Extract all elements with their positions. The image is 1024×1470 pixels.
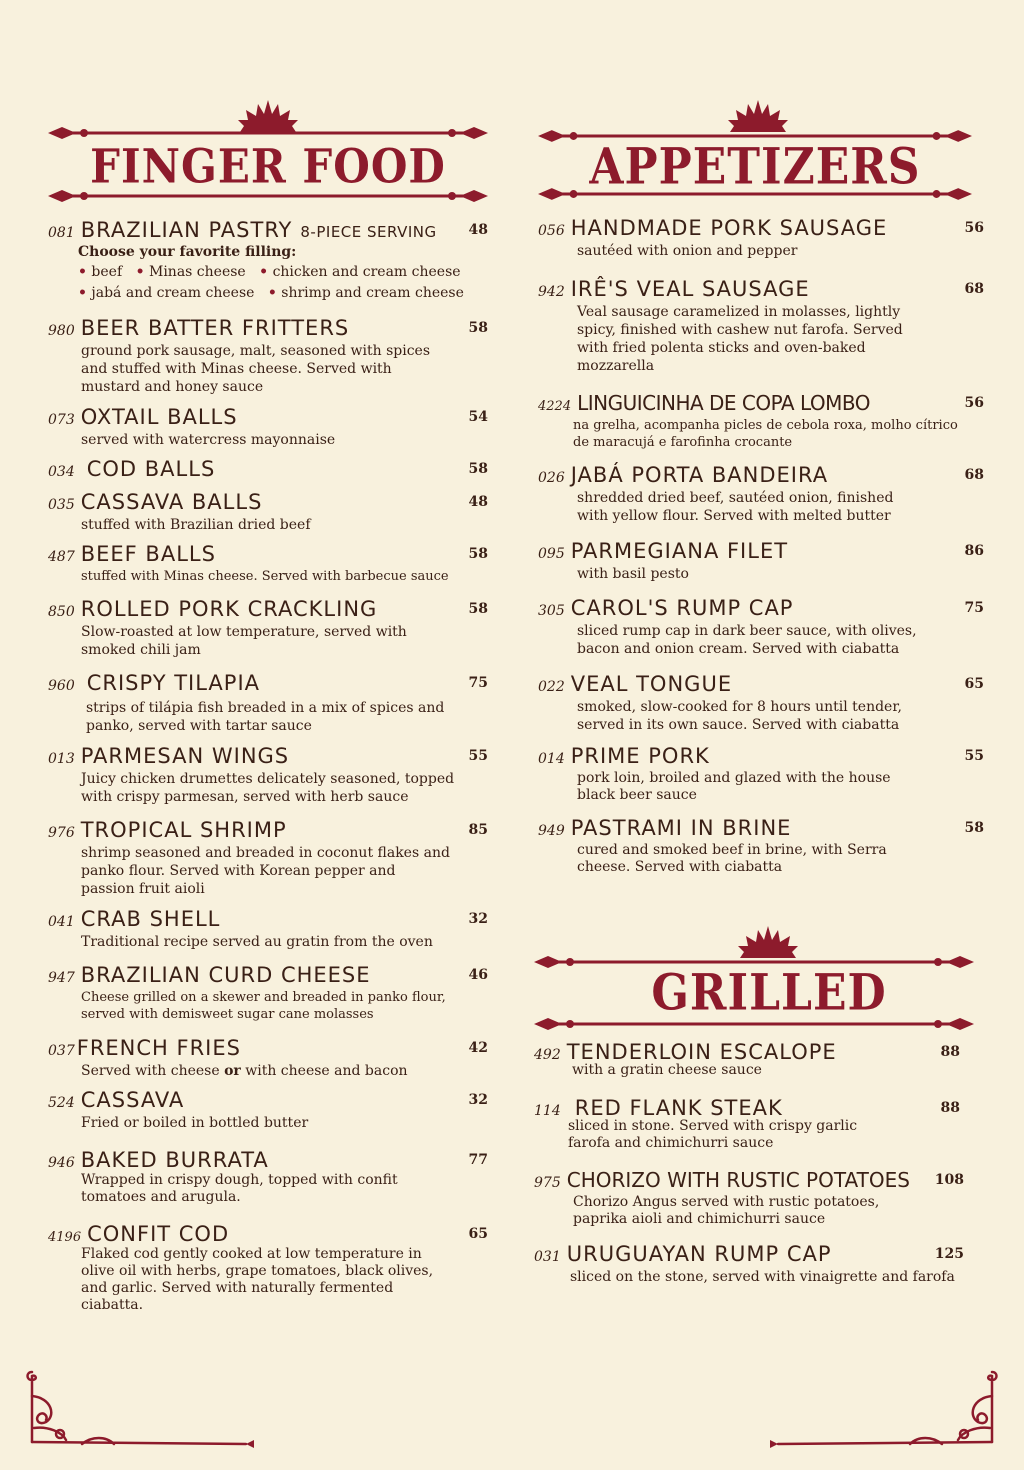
menu-item (48, 963, 488, 1023)
appetizers-banner (538, 100, 972, 200)
item-code: 850 (48, 604, 75, 620)
item-name: CHORIZO WITH RUSTIC POTATOES (566, 1168, 910, 1192)
item-code: 041 (48, 914, 75, 930)
item-description: Slow-roasted at low temperature, served with smoked chili jam (81, 624, 407, 658)
item-code: 949 (538, 823, 565, 839)
item-price: 68 (964, 467, 984, 483)
item-code: 114 (534, 1103, 561, 1119)
item-price: 58 (468, 601, 488, 617)
item-code: 014 (538, 751, 565, 767)
item-price: 77 (468, 1152, 488, 1168)
menu-item (48, 1222, 488, 1314)
item-description: sliced in stone. Served with crispy garlic farofa and chimichurri sauce (568, 1118, 858, 1151)
item-code: 022 (538, 679, 565, 695)
item-description: sliced rump cap in dark beer sauce, with olives, bacon and onion cream. Served with ciabatta (577, 623, 917, 657)
item-description: cured and smoked beef in brine, with Serra cheese. Served with ciabatta (577, 842, 887, 875)
item-price: 65 (964, 676, 984, 692)
finger-food-section (48, 100, 488, 1320)
item-code: 013 (48, 751, 75, 767)
item-code: 524 (48, 1095, 75, 1111)
section-title: FINGER FOOD (90, 139, 446, 194)
filling-list: • beef • Minas cheese • chicken and cream cheese • jabá and cream cheese • shrimp and cream cheese (78, 264, 464, 301)
item-price: 54 (468, 409, 488, 425)
item-code: 031 (534, 1249, 561, 1265)
menu-item (534, 1040, 960, 1079)
menu-item (538, 391, 984, 451)
menu-item (48, 1088, 488, 1132)
item-code: 056 (538, 223, 565, 239)
item-name: VEAL TONGUE (570, 672, 733, 696)
item-code: 976 (48, 825, 75, 841)
finger-food-banner (48, 100, 488, 200)
menu-item (48, 457, 488, 481)
item-name: HANDMADE PORK SAUSAGE (570, 216, 888, 240)
menu-item (538, 277, 984, 375)
menu-item (48, 818, 488, 898)
item-code: 026 (538, 470, 565, 486)
menu-item (538, 744, 984, 804)
item-code: 4196 (48, 1230, 82, 1245)
item-name: CASSAVA (80, 1088, 185, 1112)
item-code: 305 (538, 603, 565, 619)
item-description: sliced on the stone, served with vinaigrette and farofa (570, 1269, 955, 1285)
item-code: 034 (48, 464, 75, 480)
item-price: 32 (468, 911, 488, 927)
item-price: 86 (964, 543, 984, 559)
item-description: served with watercress mayonnaise (81, 432, 336, 448)
item-name: CAROL'S RUMP CAP (570, 596, 794, 620)
item-price: 58 (468, 461, 488, 477)
item-description: Cheese grilled on a skewer and breaded in panko flour, served with demisweet sugar cane molasses (81, 990, 446, 1022)
item-code: 035 (48, 497, 75, 513)
section-title: APPETIZERS (589, 138, 921, 197)
item-price: 55 (468, 748, 488, 764)
item-description: shrimp seasoned and breaded in coconut flakes and panko flour. Served with Korean pepper and passion fruit aioli (81, 845, 450, 897)
menu-item (534, 1096, 960, 1152)
item-code: 095 (538, 546, 565, 562)
item-code: 980 (48, 323, 75, 339)
item-name: LINGUICINHA DE COPA LOMBO (577, 391, 870, 415)
item-price: 56 (964, 220, 984, 236)
item-name: OXTAIL BALLS (80, 405, 238, 429)
item-code: 073 (48, 412, 75, 428)
item-description: ground pork sausage, malt, seasoned with spices and stuffed with Minas cheese. Served with mustard and honey sauce (81, 343, 431, 395)
item-description: pork loin, broiled and glazed with the house black beer sauce (577, 770, 891, 803)
item-code: 492 (534, 1047, 561, 1063)
menu-item (48, 490, 488, 534)
filling-option: Minas cheese (148, 264, 246, 280)
item-name: JABÁ PORTA BANDEIRA (570, 463, 829, 487)
item-description: Chorizo Angus served with rustic potatoes, paprika aioli and chimichurri sauce (573, 1194, 880, 1227)
item-description: stuffed with Minas cheese. Served with barbecue sauce (81, 569, 449, 584)
item-description: with a gratin cheese sauce (572, 1062, 762, 1078)
item-price: 32 (468, 1092, 488, 1108)
menu-item (538, 463, 984, 525)
grilled-section (534, 926, 974, 1306)
item-code: 947 (48, 970, 75, 986)
item-name: TENDERLOIN ESCALOPE (566, 1040, 837, 1064)
menu-item (538, 816, 984, 876)
appetizers-section (538, 100, 984, 900)
item-code: 975 (534, 1175, 561, 1191)
item-name: BRAZILIAN PASTRY (80, 218, 293, 242)
item-code: 946 (48, 1155, 75, 1171)
item-description: smoked, slow-cooked for 8 hours until tender, served in its own sauce. Served with ciabatta (577, 699, 902, 733)
item-name: CRISPY TILAPIA (86, 671, 261, 695)
item-name: BAKED BURRATA (80, 1148, 269, 1172)
item-description: Fried or boiled in bottled butter (81, 1115, 309, 1131)
item-serving: 8-PIECE SERVING (300, 223, 437, 241)
item-code: 487 (48, 549, 75, 565)
filling-title: Choose your favorite filling: (78, 244, 297, 260)
item-price: 75 (468, 675, 488, 691)
item-description: Traditional recipe served au gratin from the oven (81, 934, 433, 950)
item-name: URUGUAYAN RUMP CAP (566, 1242, 832, 1266)
section-title: GRILLED (651, 964, 887, 1023)
menu-item (48, 1036, 488, 1080)
item-price: 88 (940, 1044, 960, 1060)
menu-item (48, 597, 488, 659)
item-name: COD BALLS (86, 457, 216, 481)
item-price: 56 (964, 395, 984, 411)
item-price: 58 (468, 320, 488, 336)
item-price: 48 (468, 494, 488, 510)
filling-option: shrimp and cream cheese (281, 285, 464, 301)
menu-item (48, 316, 488, 396)
left-corner-flourish-icon (22, 1366, 254, 1452)
item-name: PRIME PORK (570, 744, 710, 768)
menu-item (48, 744, 488, 806)
item-description: na grelha, acompanha picles de cebola roxa, molho cítrico de maracujá e farofinha crocante (573, 418, 958, 450)
item-description: Flaked cod gently cooked at low temperature in olive oil with herbs, grape tomatoes, black olives, and garlic. Served with naturally fermented ciabatta. (81, 1246, 434, 1313)
item-name: IRÊ'S VEAL SAUSAGE (570, 277, 810, 301)
item-name: TROPICAL SHRIMP (80, 818, 287, 842)
menu-item (48, 542, 488, 585)
item-name: CASSAVA BALLS (80, 490, 263, 514)
item-code: 4224 (538, 399, 572, 414)
item-name: PARMEGIANA FILET (570, 539, 789, 563)
item-name: BEEF BALLS (80, 542, 216, 566)
item-description: shredded dried beef, sautéed onion, finished with yellow flour. Served with melted butter (577, 490, 894, 524)
item-price: 55 (964, 748, 984, 764)
menu-item (48, 671, 488, 735)
menu-item (538, 539, 984, 583)
menu-item (48, 405, 488, 449)
item-description: stuffed with Brazilian dried beef (81, 517, 311, 533)
item-name: FRENCH FRIES (76, 1036, 241, 1060)
item-price: 58 (468, 546, 488, 562)
item-price: 125 (934, 1246, 964, 1262)
menu-item (48, 907, 488, 951)
menu-item (534, 1168, 964, 1228)
item-price: 75 (964, 600, 984, 616)
item-code: 960 (48, 678, 75, 694)
item-price: 88 (940, 1100, 960, 1116)
item-name: CRAB SHELL (80, 907, 221, 931)
item-description: Juicy chicken drumettes delicately seasoned, topped with crispy parmesan, served with herb sauce (81, 771, 455, 805)
item-name: BRAZILIAN CURD CHEESE (80, 963, 371, 987)
item-price: 65 (468, 1226, 488, 1242)
item-price: 48 (468, 222, 488, 238)
item-name: PARMESAN WINGS (80, 744, 290, 768)
menu-item (538, 672, 984, 734)
item-description: Veal sausage caramelized in molasses, lightly spicy, finished with cashew nut farofa. Served with fried polenta sticks and oven-baked mozzarella (577, 304, 903, 374)
item-description: sautéed with onion and pepper (577, 243, 798, 259)
bottom-rule-ornament (534, 1014, 974, 1034)
item-price: 108 (934, 1172, 964, 1188)
filling-option: beef (91, 264, 123, 280)
item-description: strips of tilápia fish breaded in a mix of spices and panko, served with tartar sauce (86, 700, 445, 734)
item-description: with basil pesto (577, 566, 689, 582)
item-name: PASTRAMI IN BRINE (570, 816, 792, 840)
item-name: CONFIT COD (87, 1222, 230, 1246)
menu-item (48, 1148, 488, 1206)
item-price: 58 (964, 820, 984, 836)
menu-item (538, 596, 984, 658)
item-price: 42 (468, 1040, 488, 1056)
item-price: 85 (468, 822, 488, 838)
item-name: BEER BATTER FRITTERS (80, 316, 350, 340)
item-code: 081 (48, 225, 75, 241)
filling-option: chicken and cream cheese (272, 264, 461, 280)
item-price: 46 (468, 967, 488, 983)
bottom-rule-ornament (538, 184, 972, 204)
menu-item (534, 1242, 964, 1286)
item-code: 942 (538, 284, 565, 300)
item-code: 037 (48, 1043, 75, 1059)
menu-item (538, 216, 984, 260)
bottom-rule-ornament (48, 186, 488, 206)
grilled-banner (534, 926, 974, 1026)
item-description: Wrapped in crispy dough, topped with confit tomatoes and arugula. (81, 1172, 398, 1205)
item-name: RED FLANK STEAK (574, 1096, 783, 1120)
filling-option: jabá and cream cheese (91, 285, 255, 301)
item-description: Served with cheese or with cheese and bacon (81, 1063, 408, 1079)
item-price: 68 (964, 281, 984, 297)
menu-item (48, 218, 488, 304)
item-name: ROLLED PORK CRACKLING (80, 597, 378, 621)
right-corner-flourish-icon (770, 1366, 1002, 1452)
